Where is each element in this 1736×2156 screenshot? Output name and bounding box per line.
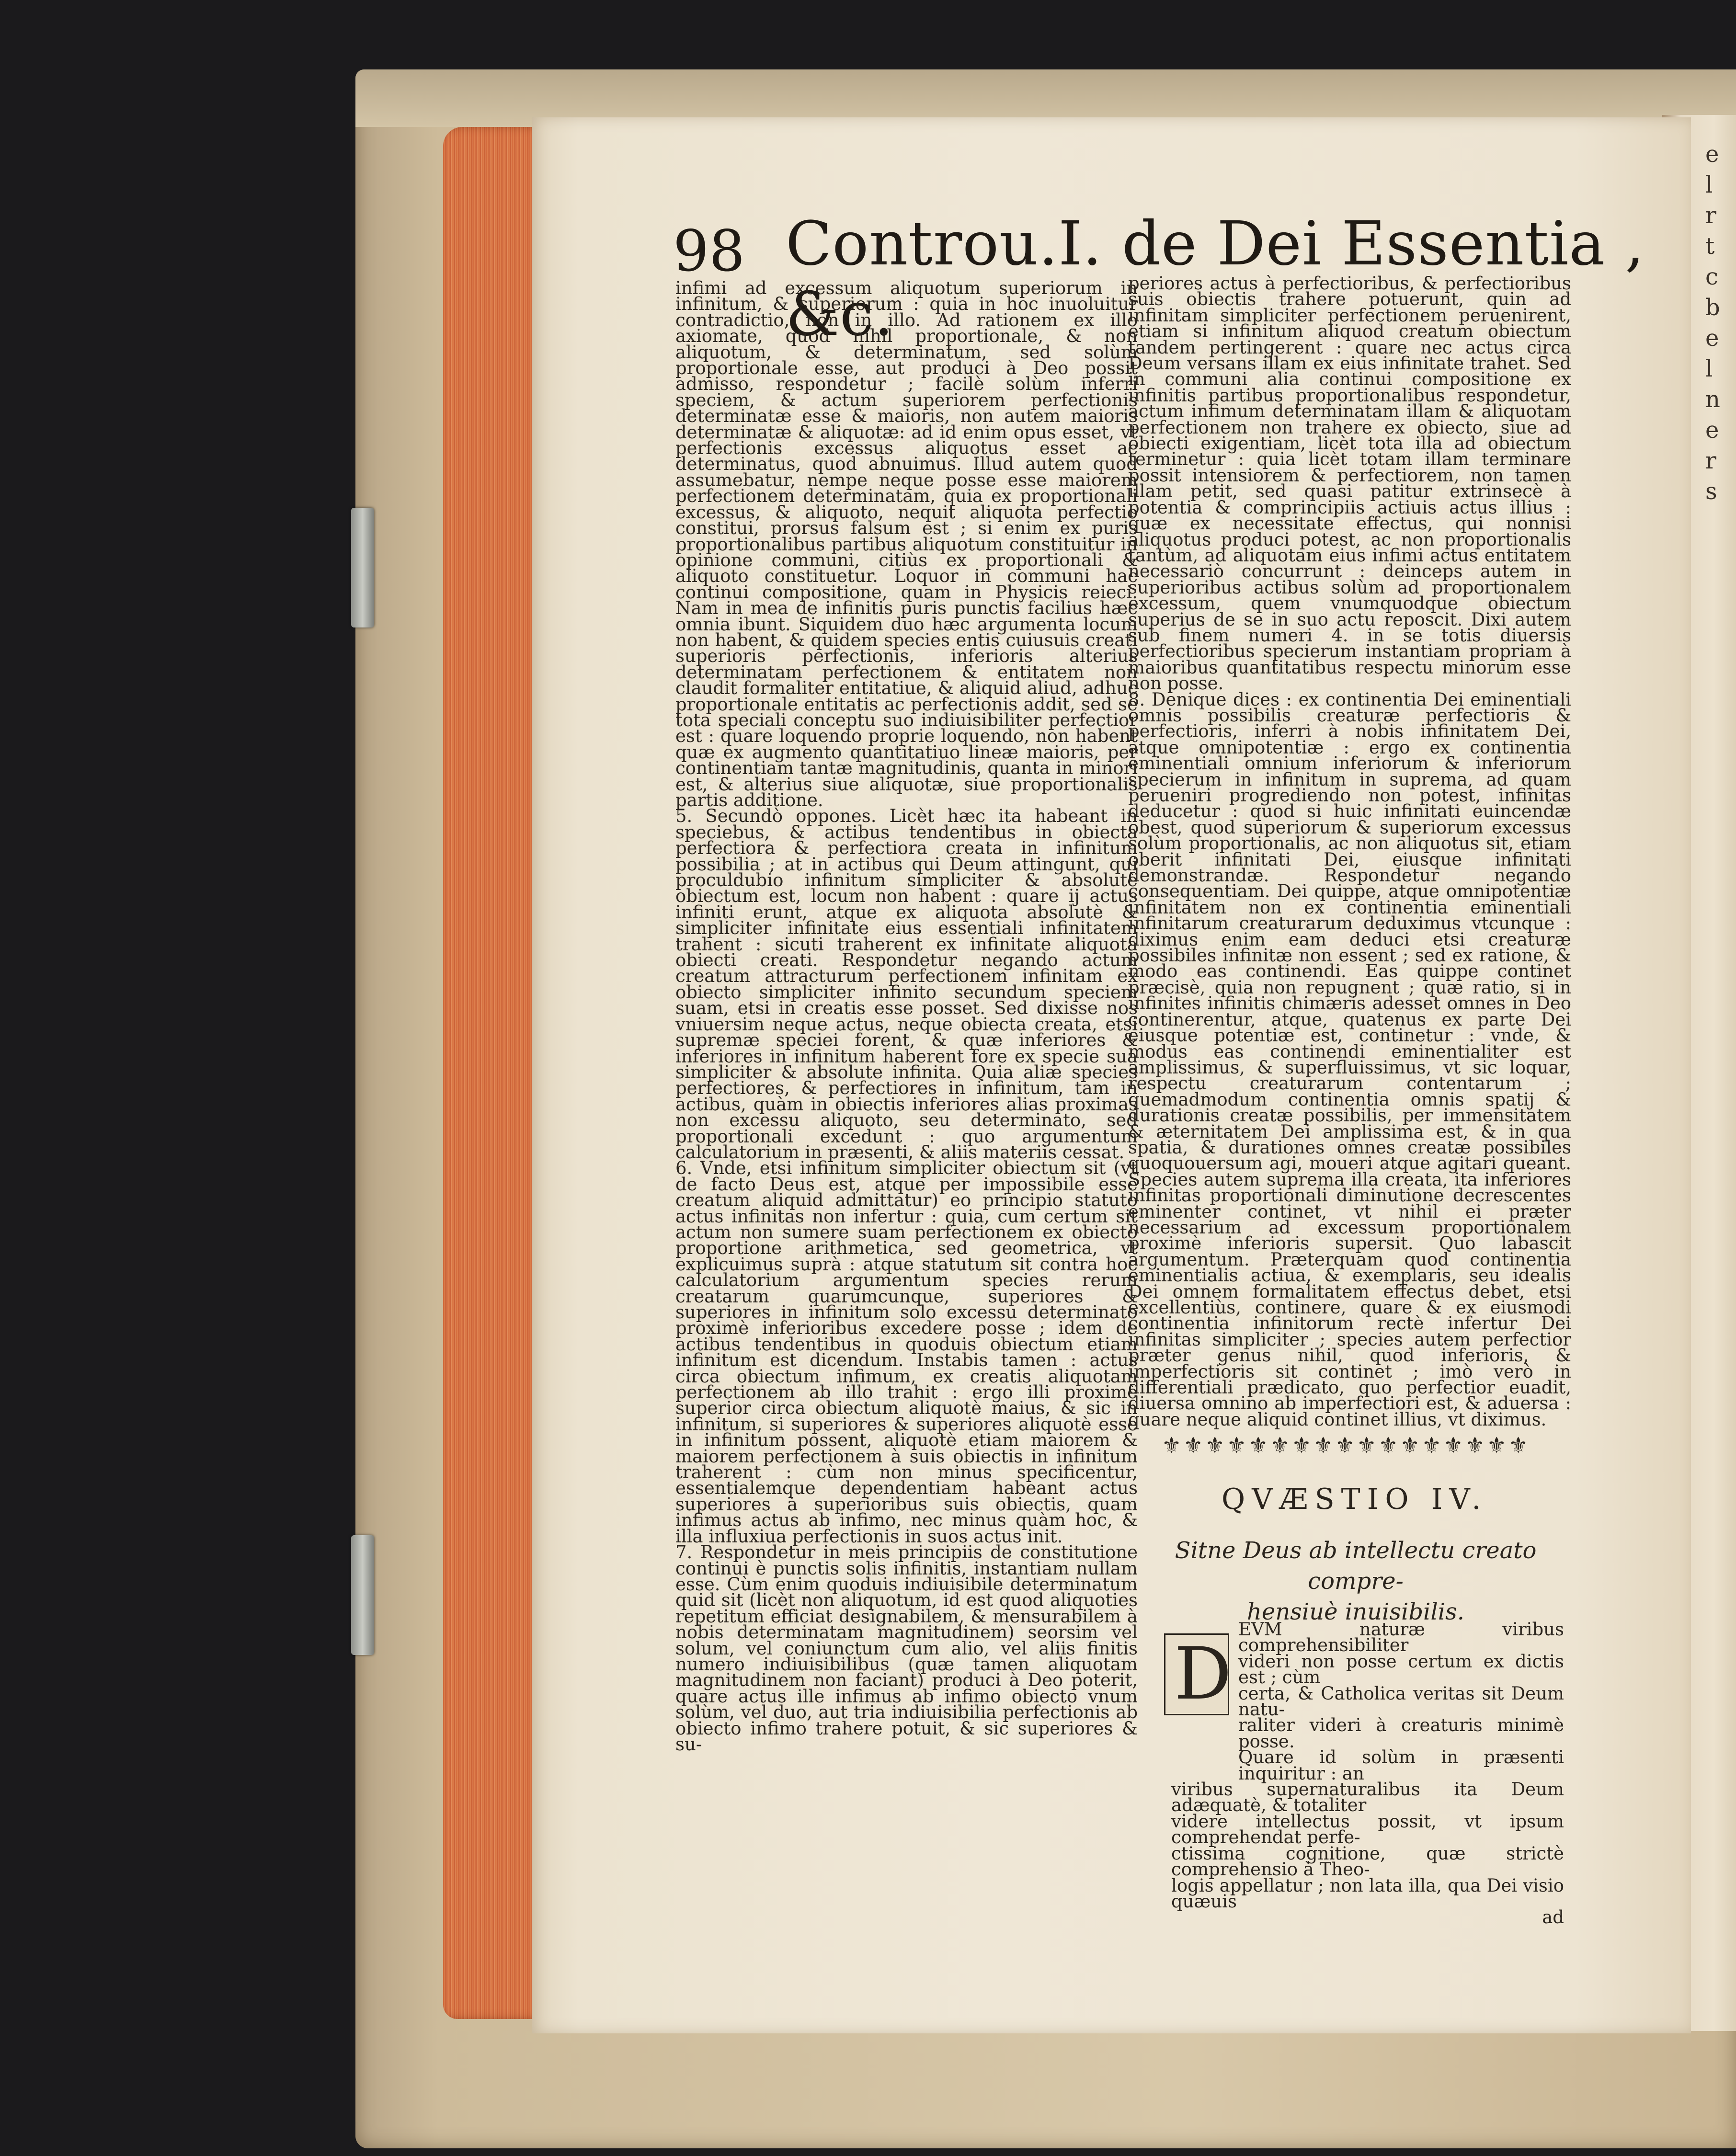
ornamental-band: ⚜⚜⚜⚜⚜⚜⚜⚜⚜⚜⚜⚜⚜⚜⚜⚜⚜ xyxy=(1162,1432,1530,1453)
left-column xyxy=(675,280,1138,1832)
intro-line: videre intellectus possit, vt ipsum comprehendat perfe- xyxy=(1171,1811,1564,1848)
paragraph: 6. Vnde, etsi infinitum simpliciter obiectum sit (vt de facto Deus est, atque per impossibile esse creatum aliquid admittatur) eo principio statuto actus infinitas non infertur : quia, cum certum sit actum non sumere suam perfectionem ex obiecto proportione arithmetica, sed geometrica, vt explicuimus suprà : atque statutum sit contra hoc calculatorium argumentum species rerum creatarum quarumcunque, superiores & superiores in infinitum solo excessu determinato proximè inferioribus excedere posse ; idem de actibus tendentibus in quoduis obiectum etiam infinitum est dicendum. Instabis tamen : actus circa obiectum infimum, ex creatis aliquotam perfectionem ab illo trahit : ergo illi proximè superior circa obiectum aliquotè maius, & sic in infinitum, si superiores & superiores aliquotè esse in infinitum possent, aliquotè etiam maiorem & maiorem perfectionem à suis obiectis in infinitum traherent : cùm non minus specificentur, essentialemque dependentiam habeant actus superiores à superioribus suis obiectis, quam infimus actus ab infimo, nec minus quàm hoc, & illa influxiua perfectionis in suos actus init. xyxy=(675,1158,1138,1547)
intro-line: logis appellatur ; non lata illa, qua Dei visio quæuis xyxy=(1171,1875,1564,1912)
page-number: 98 xyxy=(673,218,745,284)
question-intro xyxy=(1171,1621,1564,1926)
facing-page-text: e l r t c b e l n e r s xyxy=(1705,141,1720,505)
question-heading: QVÆSTIO IV. xyxy=(1222,1483,1488,1516)
subtitle-line: Sitne Deus ab intellectu creato compre- xyxy=(1175,1537,1537,1595)
paragraph: periores actus à perfectioribus, & perfectioribus suis obiectis trahere potuerunt, quin ad infinitam simpliciter perfectionem peruenirent, etiam si infinitum aliquod creatum obiectum tandem pertingerent : quare nec actus circa Deum versans illam ex eius infinitate trahet. Sed in communi alia continui compositione ex infinitis partibus proportionalibus respondetur, actum infimum determinatam illam & aliquotam perfectionem non trahere ex obiecto, siue ad obiecti exigentiam, licèt tota illa ad obiectum terminetur : quia licèt totam illam terminare possit intensiorem & perfectiorem, non tamen illam petit, sed quasi patitur extrinsecè à potentia & comprincipiis actiuis actus illius : quæ ex necessitate effectus, qui nonnisi aliquotus produci potest, ac non proportionalis tantùm, ad aliquotam eius infimi actus entitatem necessariò concurrunt : deinceps autem in superioribus actibus solùm ad proportionalem excessum, quem vnumquodque obiectum superius de se in suo actu reposcit. Dixi autem sub finem numeri 4. in se totis diuersis perfectioribus specierum instantiam propriam à maioribus quantitatibus respectu minorum esse non posse. xyxy=(1128,273,1571,694)
paragraph: 5. Secundò oppones. Licèt hæc ita habeant in speciebus, & actibus tendentibus in obiecta perfectiora & perfectiora creata in infinitum possibilia ; at in actibus qui Deum attingunt, qui proculdubio infinitum simpliciter & absolutè obiectum est, locum non habent : quare ij actus infiniti erunt, atque ex aliquota absolutè & simpliciter infinitate eius essentiali infinitatem trahent : sicuti traherent ex infinitate aliquota obiecti creati. Respondetur negando actum creatum attracturum perfectionem infinitam ex obiecto simpliciter infinito secundum speciem suam, etsi in creatis esse posset. Sed dixisse nos vniuersim neque actus, neque obiecta creata, etsi supremæ speciei forent, & quæ inferiores & inferiores in infinitum haberent fore ex specie sua simpliciter & absolute infinita. Quia aliæ species perfectiores, & perfectiores in infinitum, tam in actibus, quàm in obiectis inferiores alias proximas non excessu aliquoto, seu determinato, sed proportionali excedunt : quo argumentum calculatorium in præsenti, & aliis materiis cessat. xyxy=(675,806,1138,1163)
clasp-lower xyxy=(351,1535,374,1655)
catchword: ad xyxy=(1542,1907,1564,1928)
intro-line: certa, & Catholica veritas sit Deum natu- xyxy=(1238,1683,1564,1720)
intro-line: EVM naturæ viribus comprehensibiliter xyxy=(1238,1619,1564,1656)
paragraph: 8. Denique dices : ex continentia Dei eminentiali omnis possibilis creaturæ perfectioris & perfectioris, inferri à nobis infinitatem Dei, atque omnipotentiæ : ergo ex continentia eminentiali omnium inferiorum & inferiorum specierum in infinitum in suprema, ad quam perueniri progrediendo non potest, infinitas deducetur : quod si huic infinitati euincendæ obest, quod superiorum & superiorum excessus solùm proportionalis, ac non aliquotus sit, etiam oberit infinitati Dei, eiusque infinitati demonstrandæ. Respondetur negando consequentiam. Dei quippe, atque omnipotentiæ infinitatem non ex continentia eminentiali infinitarum creaturarum deduximus vtcunque : diximus enim eam deduci etsi creaturæ possibiles infinitæ non essent ; sed ex ratione, & modo eas continendi. Eas quippe continet præcisè, quia non repugnent ; quæ ratio, si in infinites infinitis chimæris adesset omnes in Deo continerentur, atque, quatenus ex parte Dei eiusque potentiæ est, continetur : vnde, & modus eas continendi eminentialiter est amplissimus, & superfluissimus, vt sic loquar, respectu creaturarum contentarum ; quemadmodum continentia omnis spatij & durationis creatæ possibilis, per immensitatem & æternitatem Dei amplissima est, & in qua spatia, & durationes omnes creatæ possibiles quoquouersum agi, moueri atque agitari queant. Species autem suprema illa creata, ita inferiores infinitas proportionali diminutione decrescentes eminenter continet, vt nihil ei præter necessarium ad excessum proportionalem proximè inferioris supersit. Quo labascit argumentum. Præterquam quod continentia eminentialis actiua, & exemplaris, seu idealis Dei omnem formalitatem effectus debet, etsi excellentiùs, continere, quare & ex eiusmodi continentia infinitorum rectè infertur Dei infinitas simpliciter ; species autem perfectior præter genus nihil, quod inferioris, & imperfectioris sit continet ; imò verò in differentiali prædicato, quo perfectior euadit, diuersa omnino ab imperfectiori est, & aduersa : quare neque aliquid continet illius, vt diximus. xyxy=(1128,689,1571,1430)
page-edges xyxy=(443,127,544,2019)
right-column xyxy=(1128,273,1571,1430)
intro-line: raliter videri à creaturis minimè posse. xyxy=(1238,1715,1564,1752)
subtitle-line: hensiuè inuisibilis. xyxy=(1247,1598,1464,1625)
intro-line: viribus supernaturalibus ita Deum adæquatè, & totaliter xyxy=(1171,1779,1564,1816)
intro-line: ctissima cognitione, quæ strictè comprehensio à Theo- xyxy=(1171,1843,1564,1880)
question-subtitle xyxy=(1162,1535,1550,1627)
clasp-upper xyxy=(351,508,374,627)
paragraph: 7. Respondetur in meis principiis de constitutione continui è punctis solis infinitis, instantiam nullam esse. Cùm enim quoduis indiuisibile determinatum quid sit (licèt non aliquotum, id est quod aliquoties repetitum efficiat designabilem, & mensurabilem à nobis determinatam magnitudinem) seorsim vel solum, vel coniunctum cum alio, vel aliis finitis numero indiuisibilibus (quæ tamen aliquotam magnitudinem non faciant) produci à Deo poterit, quare actus ille infimus ab infimo obiecto vnum solùm, vel duo, aut tria indiuisibilia perfectionis ab obiecto infimo trahere potuit, & sic superiores & su- xyxy=(675,1542,1138,1755)
intro-line: videri non posse certum ex dictis est ; cùm xyxy=(1238,1651,1564,1688)
paragraph: infimi ad excessum aliquotum superiorum in infinitum, & superiorum : quia in hoc inuoluitur contradictio, non in illo. Ad rationem ex illo axiomate, quod nihil proportionale, & non aliquotum, & determinatum, sed solùm proportionale esse, aut produci à Deo possit admisso, respondetur ; facilè solùm inferri speciem, & actum superiorem perfectionis determinatæ esse & maioris, non autem maioris determinatæ & aliquotæ: ad id enim opus esset, vt perfectionis excessus aliquotus esset ac determinatus, quod abnuimus. Illud autem quod assumebatur, nempe neque posse esse maiorem perfectionem determinatam, quia ex proportionali excessus, & aliquoto, nequit aliquota perfectio constitui, prorsus falsum est ; si enim ex puris proportionalibus partibus aliquotum constituitur in opinione communi, citiùs ex proportionali & aliquoto constituetur. Loquor in communi hac continui compositione, quam in Physicis reieci. Nam in mea de infinitis puris punctis facilius hæc omnia ibunt. Siquidem duo hæc argumenta locum non habent, & quidem species entis cuiusuis creati superioris perfectionis, inferioris alterius determinatam perfectionem & entitatem non claudit formaliter entitatiue, & aliquid aliud, adhuc proportionale entitatis ac perfectionis addit, sed se tota speciali conceptu suo indiuisibiliter perfectior est : quare loquendo proprie loquendo, non habent quæ ex augmento quantitatiuo lineæ maioris, per continentiam tantæ magnitudinis, quanta in minori est, & alterius siue aliquotæ, siue proportionalis partis additione. xyxy=(675,278,1138,810)
intro-line: Quare id solùm in præsenti inquiritur : an xyxy=(1238,1747,1564,1784)
drop-cap-letter: D xyxy=(1174,1632,1232,1716)
running-title: Controu.I. de Dei Essentia , &c. xyxy=(786,208,1645,349)
